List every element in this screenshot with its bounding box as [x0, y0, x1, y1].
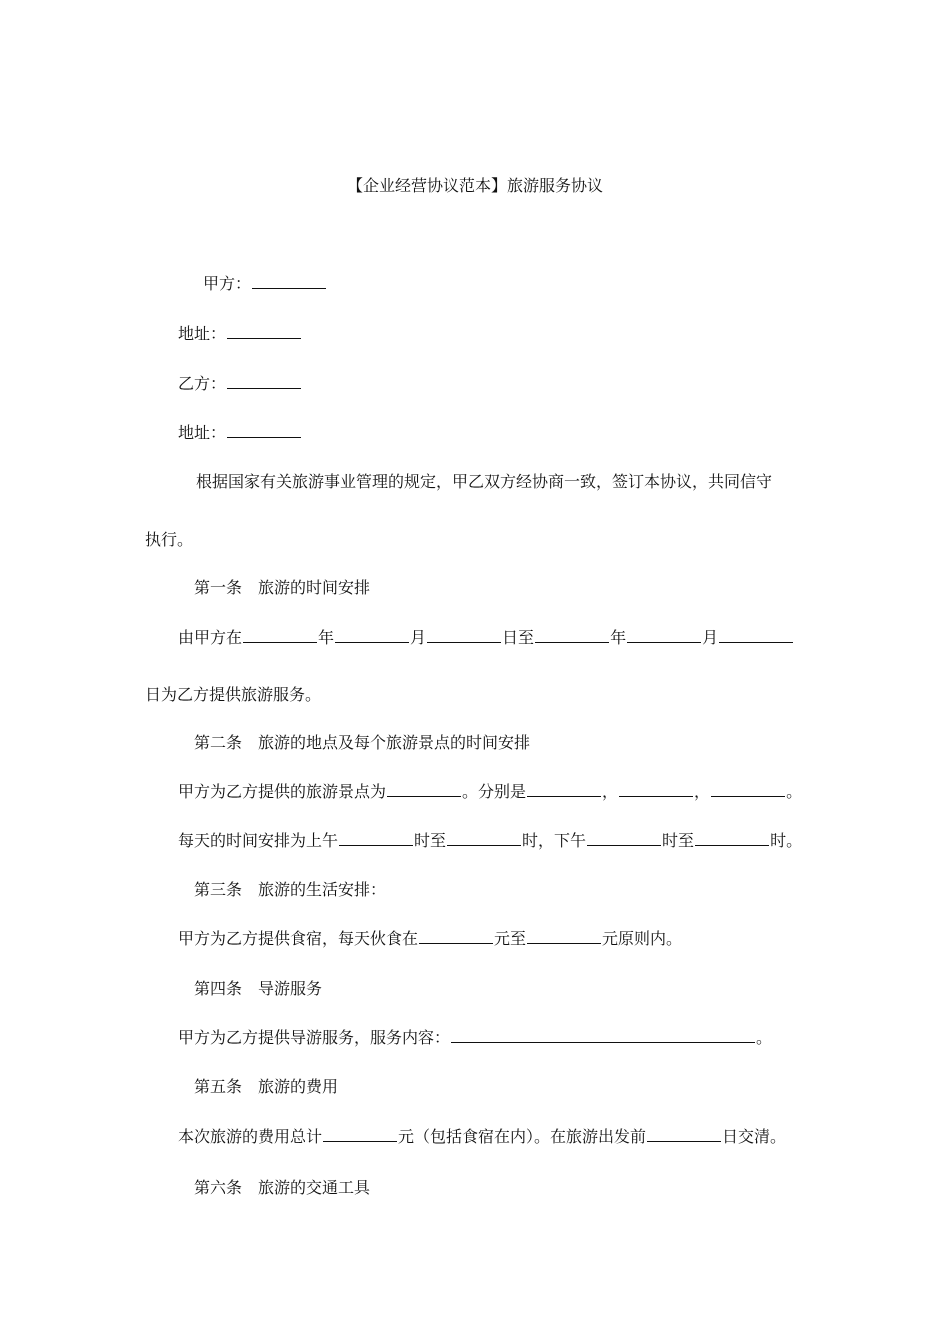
a5-text-3: 日交清。	[722, 1127, 787, 1146]
a4-text-1: 甲方为乙方提供导游服务，服务内容：	[178, 1028, 451, 1047]
article-5-heading: 第五条 旅游的费用	[194, 1077, 339, 1096]
document-title: 【企业经营协议范本】旅游服务协议	[346, 176, 603, 195]
a2-daily-text-2: 时至	[414, 831, 447, 850]
a1-blank-4	[535, 628, 609, 643]
intro-line-1: 根据国家有关旅游事业管理的规定，甲乙双方经协商一致，签订本协议，共同信守	[196, 472, 773, 491]
article-3-heading: 第三条 旅游的生活安排：	[194, 880, 387, 899]
party-a-blank	[252, 274, 326, 289]
a3-text-3: 元原则内。	[602, 929, 683, 948]
address-a-line	[178, 324, 302, 344]
a5-blank-2	[647, 1127, 721, 1142]
a2-spots-text-4: ，	[694, 782, 711, 801]
a2-daily-text-3: 时，下午	[522, 831, 587, 850]
address-a-label: 地址：	[178, 324, 227, 343]
a1-text-6: 月	[702, 628, 719, 647]
a2-daily-text-5: 时。	[770, 831, 803, 850]
a2-spots-text-3: ，	[602, 782, 619, 801]
party-b-blank	[227, 374, 301, 389]
address-b-label: 地址：	[178, 423, 227, 442]
a1-text-4: 日至	[502, 628, 535, 647]
a5-blank-1	[323, 1127, 397, 1142]
article-2-heading: 第二条 旅游的地点及每个旅游景点的时间安排	[194, 733, 531, 752]
article-6-heading: 第六条 旅游的交通工具	[194, 1178, 371, 1197]
article-1-body-2: 日为乙方提供旅游服务。	[145, 685, 322, 704]
a2-spots-blank-3	[619, 782, 693, 797]
a2-daily-blank-2	[447, 831, 521, 846]
article-2-spots	[178, 782, 802, 802]
article-1-body	[178, 628, 794, 648]
a4-text-2: 。	[756, 1028, 773, 1047]
address-b-blank	[227, 423, 301, 438]
intro-line-2: 执行。	[145, 530, 194, 549]
a2-spots-text-5: 。	[786, 782, 803, 801]
a1-blank-1	[243, 628, 317, 643]
article-2-daily	[178, 831, 802, 851]
a2-spots-blank-4	[711, 782, 785, 797]
a2-daily-blank-3	[587, 831, 661, 846]
article-3-body	[178, 929, 682, 949]
address-a-blank	[227, 324, 301, 339]
a2-spots-text-2: 。分别是	[462, 782, 527, 801]
a1-blank-5	[627, 628, 701, 643]
a2-spots-blank-2	[527, 782, 601, 797]
a5-text-1: 本次旅游的费用总计	[178, 1127, 323, 1146]
address-b-line	[178, 423, 302, 443]
a4-blank-1	[451, 1028, 755, 1043]
article-4-heading: 第四条 导游服务	[194, 979, 323, 998]
a3-text-2: 元至	[494, 929, 527, 948]
a5-text-2: 元（包括食宿在内）。在旅游出发前	[398, 1127, 647, 1146]
a1-blank-2	[335, 628, 409, 643]
a2-spots-blank-1	[387, 782, 461, 797]
article-4-body	[178, 1028, 772, 1048]
a3-text-1: 甲方为乙方提供食宿，每天伙食在	[178, 929, 419, 948]
a1-text-3: 月	[410, 628, 427, 647]
party-a-label: 甲方：	[203, 274, 252, 293]
a1-text-2: 年	[318, 628, 335, 647]
a1-blank-6	[719, 628, 793, 643]
party-b-label: 乙方：	[178, 374, 227, 393]
a2-daily-blank-1	[339, 831, 413, 846]
a1-text-1: 由甲方在	[178, 628, 243, 647]
a2-daily-blank-4	[695, 831, 769, 846]
article-1-heading: 第一条 旅游的时间安排	[194, 578, 371, 597]
article-5-body	[178, 1127, 786, 1147]
party-b-line	[178, 374, 302, 394]
a2-daily-text-1: 每天的时间安排为上午	[178, 831, 339, 850]
a1-blank-3	[427, 628, 501, 643]
a2-daily-text-4: 时至	[662, 831, 695, 850]
party-a-line	[203, 274, 327, 294]
a3-blank-1	[419, 929, 493, 944]
a1-text-5: 年	[610, 628, 627, 647]
a3-blank-2	[527, 929, 601, 944]
a2-spots-text-1: 甲方为乙方提供的旅游景点为	[178, 782, 387, 801]
